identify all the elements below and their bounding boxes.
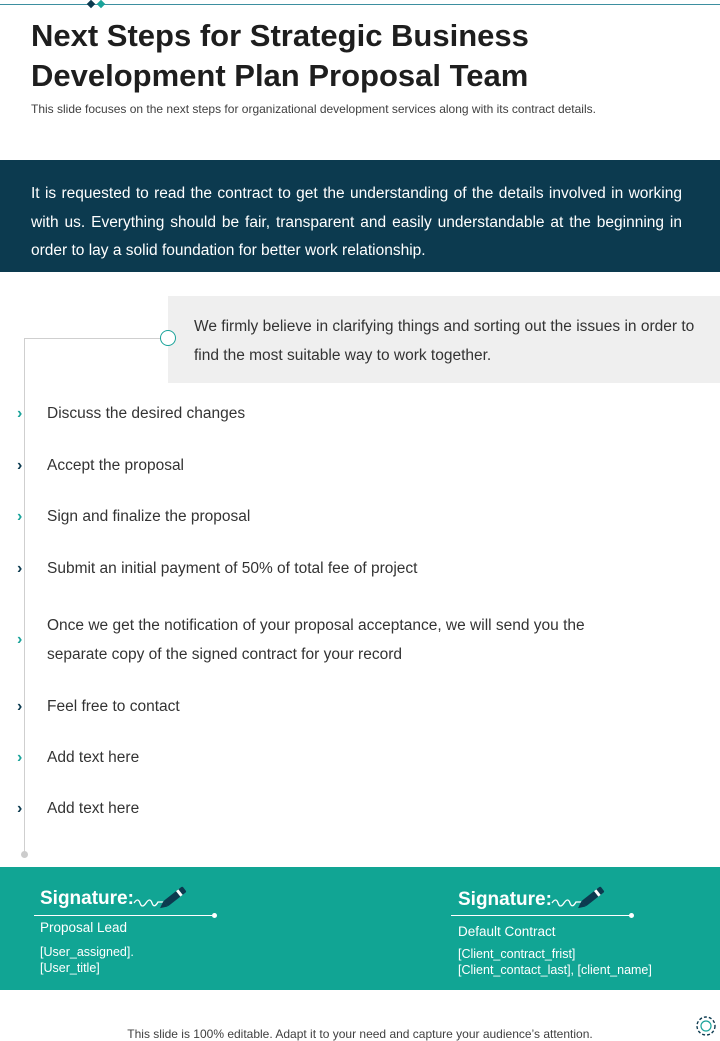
page-subtitle: This slide focuses on the next steps for organizational development services along with its contract details. [31, 102, 596, 116]
step-label: Once we get the notification of your proposal acceptance, we will send you the separate copy of the signed contract for your record [47, 617, 585, 663]
intro-banner: It is requested to read the contract to get the understanding of the details involved in working with us. Everything should be fair, transparent and easily understandable at the beginning in order to lay a solid foundation for better work relationship. [0, 160, 720, 272]
timeline-vertical-line [24, 338, 25, 855]
chevron-right-icon: › [17, 698, 23, 715]
signature-role: Proposal Lead [40, 920, 128, 935]
pen-icon [550, 879, 612, 913]
signature-panel [0, 867, 720, 990]
signature-block-default-contract [458, 888, 708, 988]
signature-line-end-dot [629, 913, 634, 918]
step-label: Add text here [47, 800, 140, 817]
step-label: Accept the proposal [47, 457, 185, 474]
top-diamond-teal [97, 0, 105, 8]
signature-detail: [Client_contract_frist] [458, 947, 576, 961]
chevron-right-icon: › [17, 457, 23, 474]
pen-icon [132, 879, 194, 913]
signature-block-proposal-lead [40, 887, 240, 987]
timeline-end-dot [21, 851, 28, 858]
signature-detail: [Client_contact_last], [client_name] [458, 963, 652, 977]
step-label: Feel free to contact [47, 698, 180, 715]
timeline-node-circle [160, 330, 176, 346]
step-label: Submit an initial payment of 50% of total fee of project [47, 560, 418, 577]
signature-line [34, 915, 212, 916]
signature-role: Default Contract [458, 924, 556, 939]
signature-detail: [User_title] [40, 961, 100, 975]
top-diamond-navy [87, 0, 95, 8]
timeline-connector-line [24, 338, 161, 339]
signature-detail: [User_assigned]. [40, 945, 134, 959]
top-decorative-rule [0, 4, 720, 5]
signature-line [451, 915, 631, 916]
chevron-right-icon: › [17, 508, 23, 525]
chevron-right-icon: › [17, 560, 23, 577]
step-label: Sign and finalize the proposal [47, 508, 251, 525]
chevron-right-icon: › [17, 405, 23, 422]
callout-box: We firmly believe in clarifying things and sorting out the issues in order to find the most suitable way to work together. [168, 296, 720, 383]
chevron-right-icon: › [17, 800, 23, 817]
step-label: Add text here [47, 749, 140, 766]
step-label: Discuss the desired changes [47, 405, 246, 422]
chevron-right-icon: › [17, 749, 23, 766]
gear-icon [692, 1012, 720, 1040]
signature-heading: Signature: [458, 889, 552, 910]
page-title: Next Steps for Strategic Business Development Plan Proposal Team [31, 18, 529, 93]
signature-line-end-dot [212, 913, 217, 918]
chevron-right-icon: › [17, 631, 23, 648]
signature-heading: Signature: [40, 888, 134, 909]
footer-note: This slide is 100% editable. Adapt it to your need and capture your audience’s attention. [127, 1027, 593, 1041]
